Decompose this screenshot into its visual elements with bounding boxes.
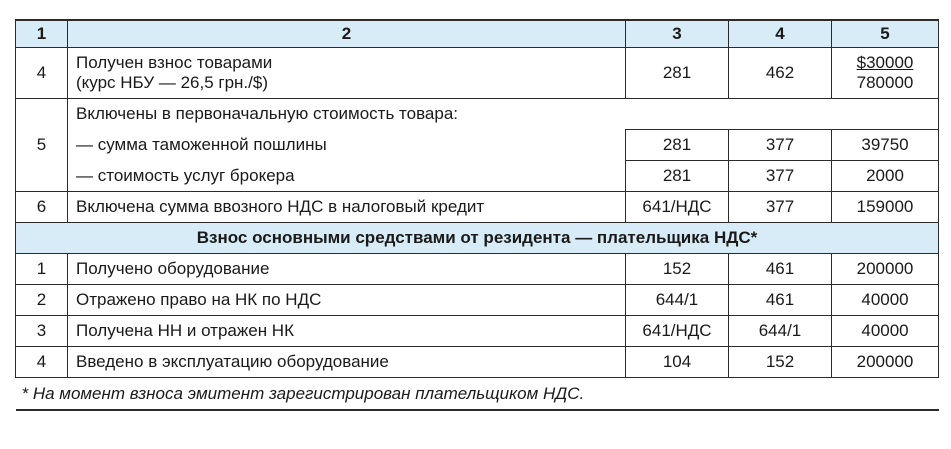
section-title: Взнос основными средствами от резидента — плательщика НДС* [16,223,939,254]
section-header-row [16,223,939,254]
debit-account: 281 [626,48,729,99]
amount-uah: 780000 [856,73,914,92]
row-description [68,48,626,99]
table-row [16,316,939,347]
row-description: Получена НН и отражен НК [68,316,626,347]
row-number: 3 [16,316,68,347]
amount-cell: 40000 [832,316,939,347]
row-number: 2 [16,285,68,316]
footnote: * На момент взноса эмитент зарегистрирован плательщиком НДС. [16,378,939,411]
row-number: 4 [16,48,68,99]
row-description: Отражено право на НК по НДС [68,285,626,316]
amount-cell: 200000 [832,254,939,285]
header-cell: 3 [626,20,729,48]
credit-account: 461 [729,254,832,285]
credit-account: 377 [729,161,832,192]
debit-account: 281 [626,130,729,161]
row-description: — сумма таможенной пошлины [68,130,626,161]
credit-account: 461 [729,285,832,316]
header-cell: 4 [729,20,832,48]
table-row [16,48,939,99]
row-description: Включена сумма ввозного НДС в налоговый кредит [68,192,626,223]
table-row [16,254,939,285]
amount-cell: 39750 [832,130,939,161]
table-row [16,99,939,130]
description-line: Получен взнос товарами [76,53,273,72]
table-row [16,130,939,161]
amount-usd: $30000 [856,53,914,72]
debit-account: 281 [626,161,729,192]
debit-account: 641/НДС [626,192,729,223]
debit-account: 152 [626,254,729,285]
header-cell: 2 [68,20,626,48]
credit-account: 377 [729,130,832,161]
amount-cell: 200000 [832,347,939,378]
table-row [16,161,939,192]
credit-account: 462 [729,48,832,99]
table-row [16,192,939,223]
credit-account: 377 [729,192,832,223]
table-row [16,285,939,316]
accounting-table [15,19,939,411]
row-number: 1 [16,254,68,285]
footnote-row [16,378,939,411]
debit-account: 104 [626,347,729,378]
debit-account: 641/НДС [626,316,729,347]
table-row [16,347,939,378]
table-header-row [16,20,939,48]
amount-cell: 2000 [832,161,939,192]
credit-account: 152 [729,347,832,378]
description-line: (курс НБУ — 26,5 грн./$) [76,73,268,92]
row-description: Введено в эксплуатацию оборудование [68,347,626,378]
row-description: — стоимость услуг брокера [68,161,626,192]
header-cell: 5 [832,20,939,48]
amount-cell [832,48,939,99]
header-cell: 1 [16,20,68,48]
row-description: Получено оборудование [68,254,626,285]
credit-account: 644/1 [729,316,832,347]
row-number: 5 [16,99,68,192]
row-number: 6 [16,192,68,223]
row-number: 4 [16,347,68,378]
debit-account: 644/1 [626,285,729,316]
amount-cell: 159000 [832,192,939,223]
row-description: Включены в первоначальную стоимость товара: [68,99,939,130]
amount-cell: 40000 [832,285,939,316]
